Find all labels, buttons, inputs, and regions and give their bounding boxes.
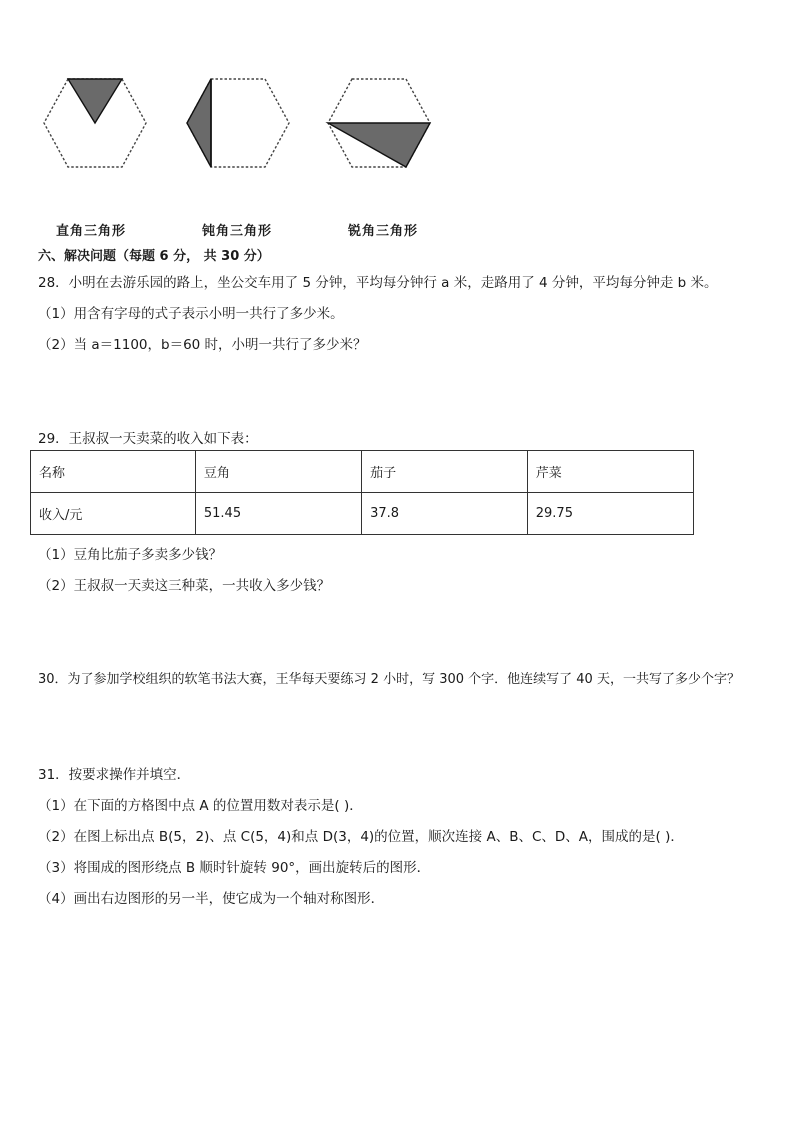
table-cell: 茄子 <box>362 451 528 493</box>
shaded-triangle <box>68 79 122 123</box>
question-31-sub2: （2）在图上标出点 B(5，2)、点 C(5，4)和点 D(3，4)的位置，顺次连接 A、B、C、D、A，围成的是( )． <box>38 829 684 845</box>
question-29-sub1: （1）豆角比茄子多卖多少钱？ <box>38 547 223 563</box>
table-cell: 豆角 <box>195 451 361 493</box>
question-28-sub2: （2）当 a＝1100，b＝60 时，小明一共行了多少米？ <box>38 337 367 353</box>
shaded-triangle <box>187 79 211 167</box>
question-29-stem: 29．王叔叔一天卖菜的收入如下表： <box>38 431 258 447</box>
question-31-stem: 31．按要求操作并填空． <box>38 767 191 783</box>
table-cell: 37.8 <box>362 493 528 535</box>
table-cell: 收入/元 <box>31 493 196 535</box>
section-title: 六、解决问题（每题 6 分， 共 30 分） <box>38 249 270 264</box>
figure-caption-obtuse: 钝角三角形 <box>202 224 273 239</box>
question-31-sub4: （4）画出右边图形的另一半，使它成为一个轴对称图形． <box>38 891 385 907</box>
figure-caption-right: 直角三角形 <box>56 224 127 239</box>
question-30-stem: 30．为了参加学校组织的软笔书法大赛，王华每天要练习 2 小时，写 300 个字．他连续写了 40 天，一共写了多少个字？ <box>38 672 740 687</box>
hexagon-acute-triangle-figure <box>324 76 434 170</box>
table-row-header <box>31 451 694 493</box>
table-row <box>31 493 694 535</box>
hexagon-obtuse-triangle-figure <box>183 76 293 170</box>
income-table <box>30 450 694 535</box>
figure-caption-acute: 锐角三角形 <box>348 224 419 239</box>
shaded-triangle <box>328 123 430 167</box>
table-cell: 29.75 <box>527 493 693 535</box>
question-29-sub2: （2）王叔叔一天卖这三种菜，一共收入多少钱？ <box>38 578 331 594</box>
question-28-stem: 28．小明在去游乐园的路上，坐公交车用了 5 分钟，平均每分钟行 a 米，走路用了 4 分钟，平均每分钟走 b 米。 <box>38 275 718 291</box>
hexagon-right-triangle-figure <box>40 76 150 170</box>
table-cell: 芹菜 <box>527 451 693 493</box>
question-31-sub1: （1）在下面的方格图中点 A 的位置用数对表示是( )． <box>38 798 363 814</box>
question-28-sub1: （1）用含有字母的式子表示小明一共行了多少米。 <box>38 306 344 322</box>
table-cell: 51.45 <box>195 493 361 535</box>
table-cell: 名称 <box>31 451 196 493</box>
question-31-sub3: （3）将围成的图形绕点 B 顺时针旋转 90°，画出旋转后的图形． <box>38 860 431 876</box>
